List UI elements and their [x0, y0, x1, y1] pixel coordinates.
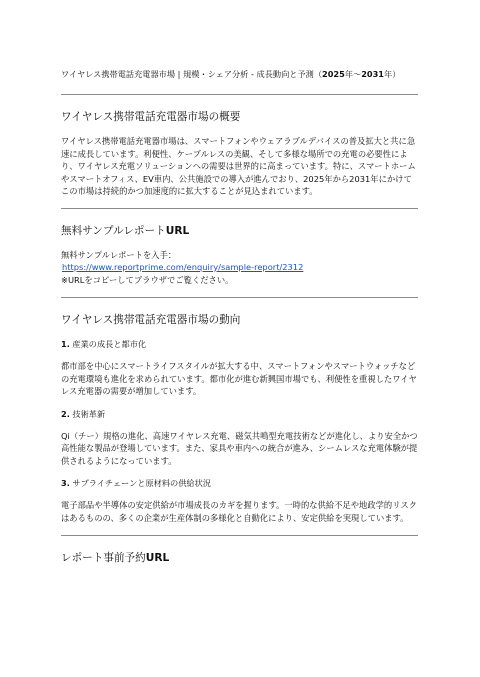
trend-item-title: 3. サプライチェーンと原材料の供給状況: [61, 478, 211, 488]
divider: [61, 94, 418, 95]
sample-heading-url: URL: [165, 224, 190, 237]
title-year-end: 2031: [361, 69, 384, 79]
sample-note: ※URLをコピーしてブラウザでご覧ください。: [61, 274, 234, 285]
preorder-heading: [61, 551, 418, 565]
divider: [61, 535, 418, 536]
overview-body: ワイヤレス携帯電話充電器市場は、スマートフォンやウェアラブルデバイスの普及拡大と共に急速に成長しています。利便性、ケーブルレスの美観、そして多様な場所での充電の必要性により、ワイヤレス充電ソリューションへの需要は世界的に高まっています。特に、スマートホームやスマートオフィス、EV車内、公共施設での導入が進んでおり、2025年から2031年にかけてこの市場は持続的かつ加速度的に拡大することが見込まれています。: [61, 136, 416, 196]
sample-report-link[interactable]: https://www.reportprime.com/enquiry/sample-report/2312: [62, 262, 304, 272]
title-end: 年）: [384, 69, 401, 79]
sample-section: [61, 224, 418, 287]
title-year-start: 2025: [322, 69, 345, 79]
sample-intro: 無料サンプルレポートを入手：: [61, 249, 177, 260]
divider: [61, 297, 418, 298]
trends-heading: ワイヤレス携帯電話充電器市場の動向: [61, 314, 241, 326]
overview-section: [61, 110, 418, 198]
document-title: [61, 68, 418, 80]
preorder-heading-url: URL: [145, 552, 170, 564]
trends-section: [61, 313, 418, 524]
trend-item-body: 電子部品や半導体の安定供給が市場成長のカギを握ります。一時的な供給不足や地政学的リスクはあるものの、多くの企業が生産体制の多様化と自動化により、安定供給を実現しています。: [61, 500, 417, 523]
title-main: ワイヤレス携帯電話充電器市場 | 規模・シェア分析 - 成長動向と予測（: [61, 69, 323, 79]
divider: [61, 208, 418, 209]
preorder-section: [61, 551, 418, 565]
trend-item-body: Qi（チー）規格の進化、高速ワイヤレス充電、磁気共鳴型充電技術などが進化し、より安全かつ高性能な製品が登場しています。また、家具や車内への統合が進み、シームレスな充電体験が提供されるようになっています。: [61, 430, 418, 466]
trend-item-title: 1. 産業の成長と都市化: [61, 339, 147, 349]
trend-item-title: 2. 技術革新: [61, 408, 106, 419]
trend-item-body: 都市部を中心にスマートライフスタイルが拡大する中、スマートフォンやスマートウォッチなどの充電環境も進化を求められています。都市化が進む新興国市場でも、利便性を重視したワイヤレス充電器の需要が増加しています。: [61, 361, 417, 396]
preorder-heading-text: レポート事前予約: [61, 552, 146, 564]
overview-heading: ワイヤレス携帯電話充電器市場の概要: [61, 111, 241, 123]
sample-heading-text: 無料サンプルレポート: [61, 224, 166, 237]
sample-heading: [61, 224, 418, 238]
title-mid: 年～: [344, 69, 362, 79]
